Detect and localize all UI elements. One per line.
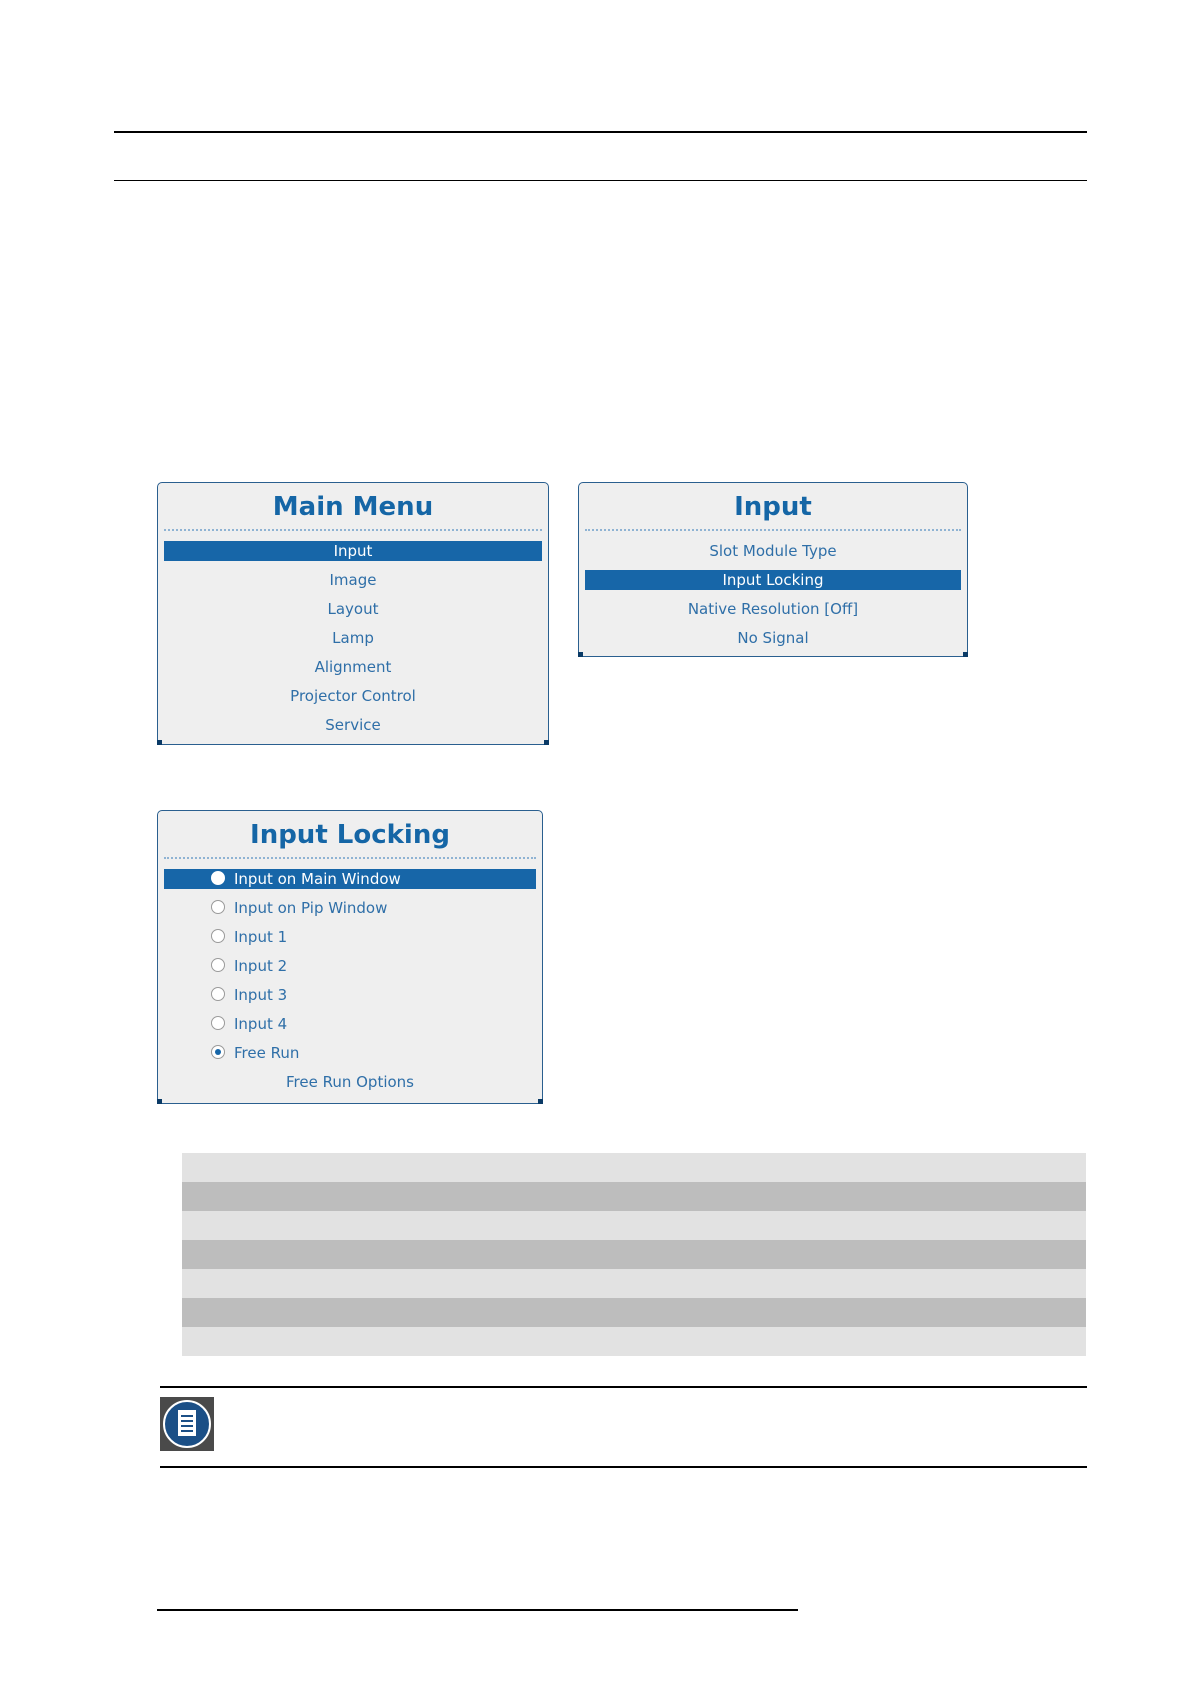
radio-option-input-on-main-window[interactable] xyxy=(164,869,536,889)
input-locking-title: Input Locking xyxy=(250,820,450,850)
input-menu-item-slot-module-type[interactable]: Slot Module Type xyxy=(709,542,837,560)
radio-option-input-4[interactable] xyxy=(164,1014,536,1034)
header-bottom-rule xyxy=(114,180,1087,181)
main-menu-list xyxy=(158,541,548,735)
input-locking-item-free-run-options[interactable]: Free Run Options xyxy=(285,1073,414,1091)
input-locking-divider xyxy=(164,857,536,859)
main-menu-item-projector-control[interactable]: Projector Control xyxy=(290,687,416,705)
input-menu-item-input-locking[interactable]: Input Locking xyxy=(585,570,961,590)
radio-option-input-2[interactable] xyxy=(164,956,536,976)
main-menu-title: Main Menu xyxy=(272,492,434,522)
header-top-rule xyxy=(114,131,1087,133)
input-menu-list xyxy=(579,541,967,648)
table-row xyxy=(182,1240,1086,1269)
radio-option-free-run[interactable] xyxy=(164,1043,536,1063)
radio-option-label: Free Run xyxy=(234,1044,300,1062)
note-bottom-rule xyxy=(160,1466,1087,1468)
footer-rule xyxy=(157,1609,798,1611)
input-locking-list xyxy=(158,869,542,1092)
main-menu-item-image[interactable]: Image xyxy=(329,571,377,589)
radio-button-icon[interactable] xyxy=(211,958,225,972)
main-menu-item-service[interactable]: Service xyxy=(325,716,381,734)
main-menu-item-lamp[interactable]: Lamp xyxy=(332,629,374,647)
radio-button-icon[interactable] xyxy=(211,900,225,914)
input-locking-panel xyxy=(157,810,543,1104)
radio-option-label: Input on Main Window xyxy=(234,870,401,888)
radio-option-label: Input 1 xyxy=(234,928,288,946)
main-menu-item-alignment[interactable]: Alignment xyxy=(314,658,392,676)
radio-option-label: Input on Pip Window xyxy=(234,899,388,917)
table-row xyxy=(182,1153,1086,1182)
input-menu-item-native-resolution[interactable]: Native Resolution [Off] xyxy=(687,600,859,618)
main-menu-item-input[interactable]: Input xyxy=(164,541,542,561)
input-menu-panel xyxy=(578,482,968,657)
table-row xyxy=(182,1298,1086,1327)
striped-table xyxy=(182,1153,1086,1356)
radio-button-checked-icon[interactable] xyxy=(211,1045,225,1059)
radio-button-icon[interactable] xyxy=(211,871,225,885)
radio-button-icon[interactable] xyxy=(211,1016,225,1030)
radio-option-label: Input 3 xyxy=(234,986,288,1004)
note-document-icon xyxy=(160,1397,214,1451)
table-row xyxy=(182,1211,1086,1240)
radio-option-label: Input 4 xyxy=(234,1015,288,1033)
table-row xyxy=(182,1327,1086,1356)
radio-option-input-3[interactable] xyxy=(164,985,536,1005)
radio-option-input-1[interactable] xyxy=(164,927,536,947)
input-menu-title: Input xyxy=(734,492,812,522)
table-row xyxy=(182,1269,1086,1298)
main-menu-panel xyxy=(157,482,549,745)
main-menu-item-layout[interactable]: Layout xyxy=(327,600,379,618)
main-menu-divider xyxy=(164,529,542,531)
radio-option-label: Input 2 xyxy=(234,957,288,975)
input-menu-divider xyxy=(585,529,961,531)
radio-button-icon[interactable] xyxy=(211,987,225,1001)
note-top-rule xyxy=(160,1386,1087,1388)
input-menu-item-no-signal[interactable]: No Signal xyxy=(737,629,809,647)
table-row xyxy=(182,1182,1086,1211)
radio-option-input-on-pip-window[interactable] xyxy=(164,898,536,918)
radio-button-icon[interactable] xyxy=(211,929,225,943)
